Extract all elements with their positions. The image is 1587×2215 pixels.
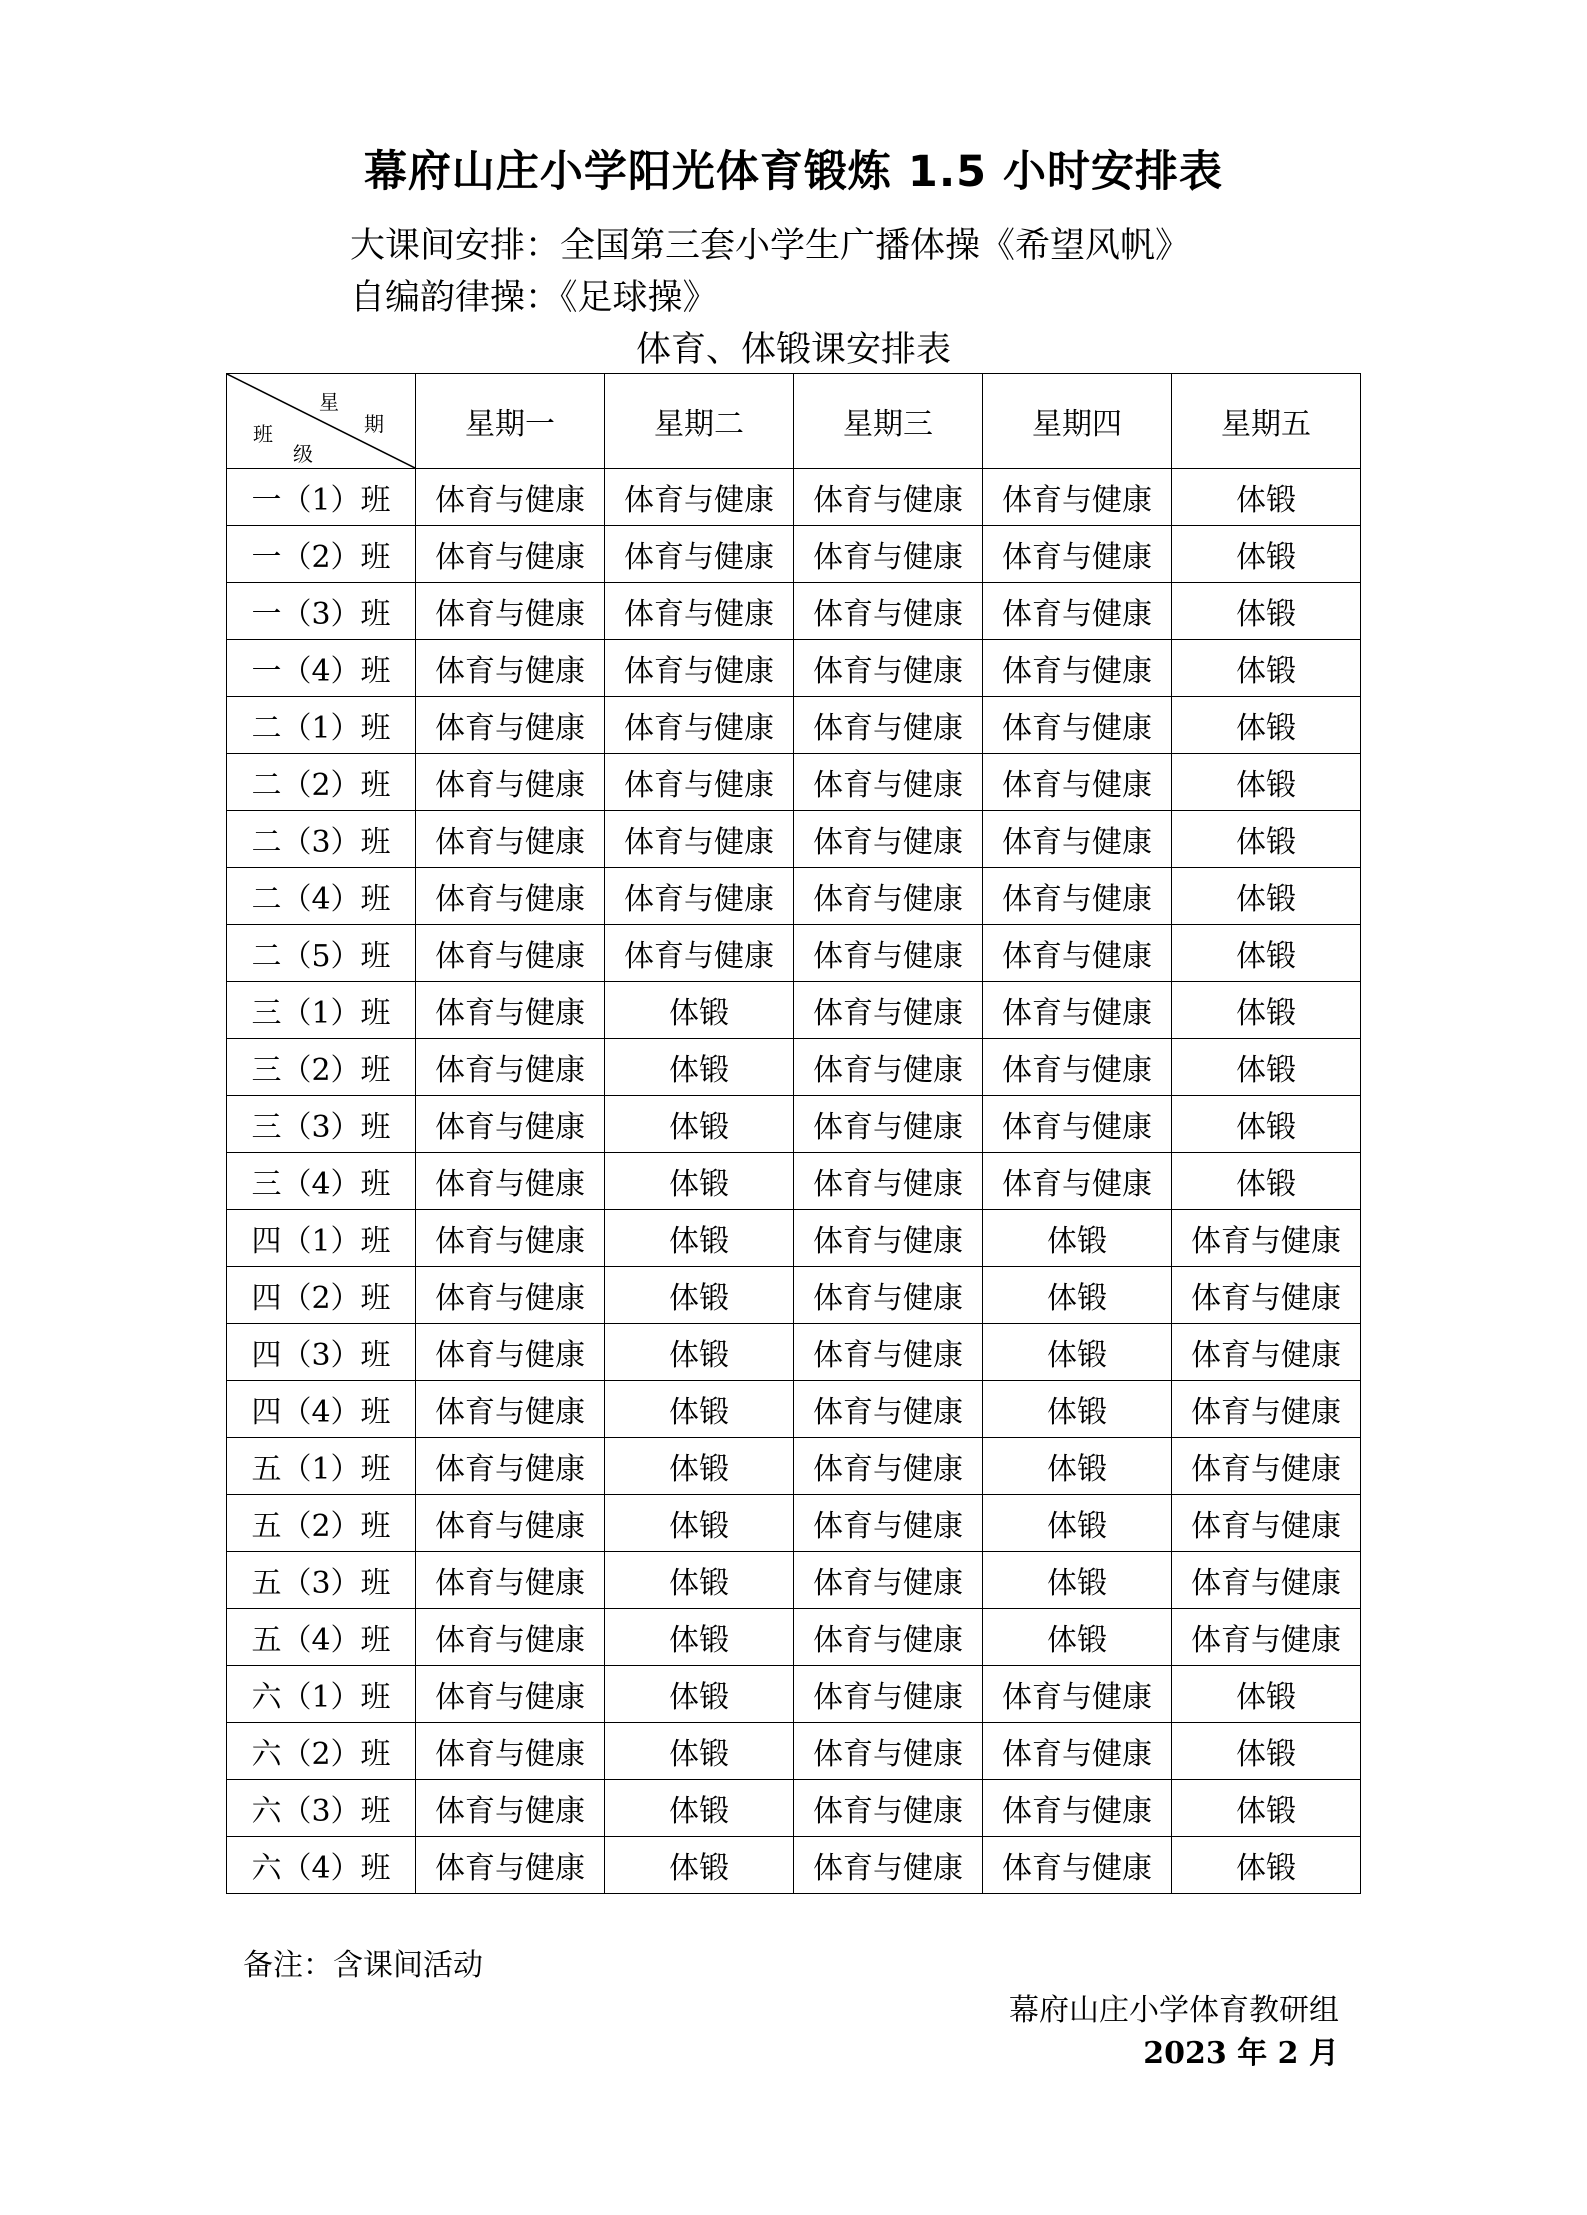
class-name-cell: 二（5）班 [227, 925, 416, 982]
schedule-cell: 体育与健康 [794, 1495, 983, 1552]
schedule-cell: 体锻 [1172, 925, 1361, 982]
break-arrangement: 大课间安排：全国第三套小学生广播体操《希望风帆》 [350, 226, 1191, 266]
table-row [227, 1153, 1361, 1210]
schedule-cell: 体锻 [983, 1552, 1172, 1609]
schedule-cell: 体育与健康 [983, 811, 1172, 868]
class-name-cell: 四（2）班 [227, 1267, 416, 1324]
schedule-cell: 体锻 [983, 1381, 1172, 1438]
rhythm-exercise: 自编韵律操：《足球操》 [350, 278, 718, 318]
schedule-body [227, 469, 1361, 1894]
schedule-cell: 体锻 [605, 1096, 794, 1153]
schedule-cell: 体锻 [605, 982, 794, 1039]
schedule-cell: 体育与健康 [983, 583, 1172, 640]
schedule-cell: 体锻 [1172, 526, 1361, 583]
schedule-cell: 体育与健康 [1172, 1609, 1361, 1666]
schedule-cell: 体育与健康 [794, 1552, 983, 1609]
class-name-cell: 五（4）班 [227, 1609, 416, 1666]
schedule-cell: 体育与健康 [983, 1096, 1172, 1153]
schedule-cell: 体育与健康 [794, 811, 983, 868]
schedule-cell: 体锻 [605, 1495, 794, 1552]
class-name-cell: 二（3）班 [227, 811, 416, 868]
table-header-row [227, 374, 1361, 469]
schedule-cell: 体育与健康 [794, 1039, 983, 1096]
table-row [227, 1780, 1361, 1837]
table-row [227, 1267, 1361, 1324]
table-row [227, 1039, 1361, 1096]
table-row [227, 982, 1361, 1039]
schedule-cell: 体育与健康 [794, 1438, 983, 1495]
schedule-cell: 体锻 [1172, 754, 1361, 811]
schedule-cell: 体锻 [983, 1324, 1172, 1381]
class-name-cell: 一（2）班 [227, 526, 416, 583]
schedule-cell: 体锻 [605, 1609, 794, 1666]
schedule-cell: 体育与健康 [794, 526, 983, 583]
schedule-cell: 体育与健康 [416, 1552, 605, 1609]
schedule-cell: 体育与健康 [416, 1438, 605, 1495]
day-header: 星期一 [416, 374, 605, 469]
table-row [227, 1837, 1361, 1894]
schedule-cell: 体锻 [605, 1324, 794, 1381]
class-name-cell: 四（4）班 [227, 1381, 416, 1438]
table-row [227, 1438, 1361, 1495]
schedule-cell: 体育与健康 [794, 1723, 983, 1780]
class-name-cell: 一（3）班 [227, 583, 416, 640]
schedule-cell: 体育与健康 [416, 1039, 605, 1096]
footnote: 备注：含课间活动 [243, 1948, 483, 1983]
schedule-cell: 体育与健康 [416, 1609, 605, 1666]
corner-class-char: 级 [293, 442, 313, 466]
class-name-cell: 三（1）班 [227, 982, 416, 1039]
table-row [227, 697, 1361, 754]
schedule-cell: 体育与健康 [794, 583, 983, 640]
schedule-cell: 体锻 [1172, 1153, 1361, 1210]
class-name-cell: 六（3）班 [227, 1780, 416, 1837]
class-name-cell: 四（3）班 [227, 1324, 416, 1381]
schedule-cell: 体育与健康 [605, 754, 794, 811]
schedule-cell: 体育与健康 [605, 583, 794, 640]
class-name-cell: 二（2）班 [227, 754, 416, 811]
table-row [227, 1096, 1361, 1153]
schedule-cell: 体育与健康 [983, 697, 1172, 754]
schedule-cell: 体育与健康 [416, 1381, 605, 1438]
schedule-cell: 体锻 [1172, 469, 1361, 526]
schedule-cell: 体育与健康 [416, 526, 605, 583]
schedule-cell: 体育与健康 [794, 640, 983, 697]
schedule-cell: 体育与健康 [983, 1723, 1172, 1780]
schedule-cell: 体锻 [1172, 1666, 1361, 1723]
schedule-cell: 体育与健康 [794, 697, 983, 754]
corner-weekday-char: 星 [319, 390, 339, 414]
schedule-cell: 体育与健康 [983, 982, 1172, 1039]
schedule-cell: 体锻 [605, 1153, 794, 1210]
schedule-cell: 体锻 [1172, 1723, 1361, 1780]
schedule-cell: 体育与健康 [416, 1267, 605, 1324]
schedule-cell: 体锻 [605, 1039, 794, 1096]
schedule-cell: 体育与健康 [794, 1096, 983, 1153]
schedule-cell: 体育与健康 [983, 925, 1172, 982]
schedule-cell: 体锻 [605, 1723, 794, 1780]
corner-header-cell [227, 374, 416, 469]
schedule-cell: 体育与健康 [983, 526, 1172, 583]
table-row [227, 925, 1361, 982]
schedule-cell: 体锻 [605, 1780, 794, 1837]
day-header: 星期五 [1172, 374, 1361, 469]
schedule-cell: 体育与健康 [794, 1381, 983, 1438]
corner-weekday-char: 期 [364, 412, 384, 436]
day-header: 星期三 [794, 374, 983, 469]
corner-class-char: 班 [253, 422, 273, 446]
schedule-cell: 体育与健康 [416, 1495, 605, 1552]
schedule-cell: 体锻 [1172, 811, 1361, 868]
schedule-cell: 体育与健康 [605, 469, 794, 526]
schedule-cell: 体育与健康 [1172, 1495, 1361, 1552]
schedule-cell: 体育与健康 [605, 697, 794, 754]
schedule-cell: 体育与健康 [416, 1723, 605, 1780]
schedule-cell: 体育与健康 [416, 868, 605, 925]
schedule-cell: 体育与健康 [983, 1153, 1172, 1210]
table-row [227, 1495, 1361, 1552]
table-row [227, 1723, 1361, 1780]
schedule-cell: 体育与健康 [794, 754, 983, 811]
schedule-cell: 体育与健康 [416, 1210, 605, 1267]
table-row [227, 583, 1361, 640]
schedule-cell: 体育与健康 [794, 1153, 983, 1210]
schedule-cell: 体育与健康 [416, 925, 605, 982]
schedule-cell: 体锻 [1172, 982, 1361, 1039]
schedule-cell: 体锻 [605, 1267, 794, 1324]
table-row [227, 526, 1361, 583]
table-row [227, 1381, 1361, 1438]
class-name-cell: 五（2）班 [227, 1495, 416, 1552]
schedule-cell: 体育与健康 [794, 925, 983, 982]
schedule-cell: 体锻 [1172, 583, 1361, 640]
schedule-cell: 体育与健康 [983, 640, 1172, 697]
schedule-cell: 体育与健康 [416, 640, 605, 697]
class-name-cell: 六（2）班 [227, 1723, 416, 1780]
schedule-cell: 体育与健康 [794, 982, 983, 1039]
schedule-cell: 体锻 [605, 1381, 794, 1438]
schedule-cell: 体锻 [1172, 1780, 1361, 1837]
schedule-cell: 体育与健康 [983, 754, 1172, 811]
class-name-cell: 二（1）班 [227, 697, 416, 754]
schedule-cell: 体锻 [605, 1438, 794, 1495]
class-name-cell: 四（1）班 [227, 1210, 416, 1267]
schedule-cell: 体育与健康 [416, 1153, 605, 1210]
schedule-cell: 体锻 [1172, 697, 1361, 754]
schedule-cell: 体锻 [983, 1267, 1172, 1324]
table-row [227, 754, 1361, 811]
schedule-cell: 体锻 [1172, 640, 1361, 697]
schedule-cell: 体育与健康 [605, 925, 794, 982]
table-row [227, 1210, 1361, 1267]
schedule-cell: 体育与健康 [794, 1210, 983, 1267]
schedule-cell: 体育与健康 [983, 1837, 1172, 1894]
schedule-cell: 体育与健康 [1172, 1267, 1361, 1324]
schedule-cell: 体育与健康 [1172, 1438, 1361, 1495]
schedule-cell: 体育与健康 [983, 1666, 1172, 1723]
table-row [227, 469, 1361, 526]
schedule-cell: 体育与健康 [983, 1780, 1172, 1837]
schedule-cell: 体育与健康 [794, 1837, 983, 1894]
schedule-cell: 体育与健康 [605, 811, 794, 868]
class-name-cell: 一（1）班 [227, 469, 416, 526]
schedule-cell: 体育与健康 [1172, 1210, 1361, 1267]
schedule-cell: 体锻 [605, 1552, 794, 1609]
schedule-cell: 体育与健康 [1172, 1381, 1361, 1438]
schedule-cell: 体锻 [605, 1210, 794, 1267]
schedule-cell: 体育与健康 [1172, 1324, 1361, 1381]
schedule-cell: 体锻 [1172, 1837, 1361, 1894]
table-row [227, 811, 1361, 868]
schedule-cell: 体育与健康 [416, 754, 605, 811]
schedule-cell: 体育与健康 [416, 697, 605, 754]
schedule-cell: 体育与健康 [983, 868, 1172, 925]
table-row [227, 1609, 1361, 1666]
schedule-cell: 体育与健康 [794, 1780, 983, 1837]
schedule-cell: 体育与健康 [1172, 1552, 1361, 1609]
schedule-cell: 体育与健康 [605, 640, 794, 697]
class-name-cell: 六（1）班 [227, 1666, 416, 1723]
schedule-table [226, 373, 1361, 1894]
schedule-cell: 体育与健康 [416, 1096, 605, 1153]
schedule-cell: 体育与健康 [416, 469, 605, 526]
class-name-cell: 六（4）班 [227, 1837, 416, 1894]
schedule-cell: 体育与健康 [983, 1039, 1172, 1096]
schedule-cell: 体育与健康 [794, 469, 983, 526]
signature: 幕府山庄小学体育教研组 [1009, 1993, 1339, 2028]
class-name-cell: 三（2）班 [227, 1039, 416, 1096]
class-name-cell: 二（4）班 [227, 868, 416, 925]
schedule-cell: 体育与健康 [983, 469, 1172, 526]
schedule-cell: 体锻 [983, 1495, 1172, 1552]
schedule-cell: 体育与健康 [416, 1666, 605, 1723]
schedule-cell: 体锻 [605, 1837, 794, 1894]
table-row [227, 640, 1361, 697]
table-row [227, 1552, 1361, 1609]
table-row [227, 868, 1361, 925]
day-header: 星期二 [605, 374, 794, 469]
table-row [227, 1324, 1361, 1381]
class-name-cell: 五（3）班 [227, 1552, 416, 1609]
class-name-cell: 三（3）班 [227, 1096, 416, 1153]
schedule-cell: 体锻 [983, 1609, 1172, 1666]
schedule-cell: 体育与健康 [416, 982, 605, 1039]
schedule-cell: 体育与健康 [416, 811, 605, 868]
schedule-cell: 体锻 [1172, 868, 1361, 925]
class-name-cell: 五（1）班 [227, 1438, 416, 1495]
schedule-cell: 体育与健康 [794, 868, 983, 925]
schedule-cell: 体锻 [983, 1438, 1172, 1495]
schedule-cell: 体育与健康 [416, 583, 605, 640]
schedule-cell: 体锻 [983, 1210, 1172, 1267]
schedule-cell: 体育与健康 [416, 1324, 605, 1381]
schedule-cell: 体育与健康 [416, 1780, 605, 1837]
schedule-cell: 体育与健康 [794, 1666, 983, 1723]
table-caption: 体育、体锻课安排表 [635, 330, 951, 370]
schedule-cell: 体育与健康 [794, 1324, 983, 1381]
table-row [227, 1666, 1361, 1723]
schedule-cell: 体育与健康 [416, 1837, 605, 1894]
schedule-cell: 体育与健康 [794, 1267, 983, 1324]
day-header: 星期四 [983, 374, 1172, 469]
schedule-cell: 体锻 [1172, 1039, 1361, 1096]
schedule-cell: 体锻 [605, 1666, 794, 1723]
schedule-cell: 体育与健康 [794, 1609, 983, 1666]
class-name-cell: 三（4）班 [227, 1153, 416, 1210]
schedule-cell: 体育与健康 [605, 868, 794, 925]
schedule-cell: 体育与健康 [605, 526, 794, 583]
class-name-cell: 一（4）班 [227, 640, 416, 697]
document-title: 幕府山庄小学阳光体育锻炼 1.5 小时安排表 [363, 147, 1224, 197]
date: 2023 年 2 月 [1143, 2036, 1339, 2071]
schedule-cell: 体锻 [1172, 1096, 1361, 1153]
